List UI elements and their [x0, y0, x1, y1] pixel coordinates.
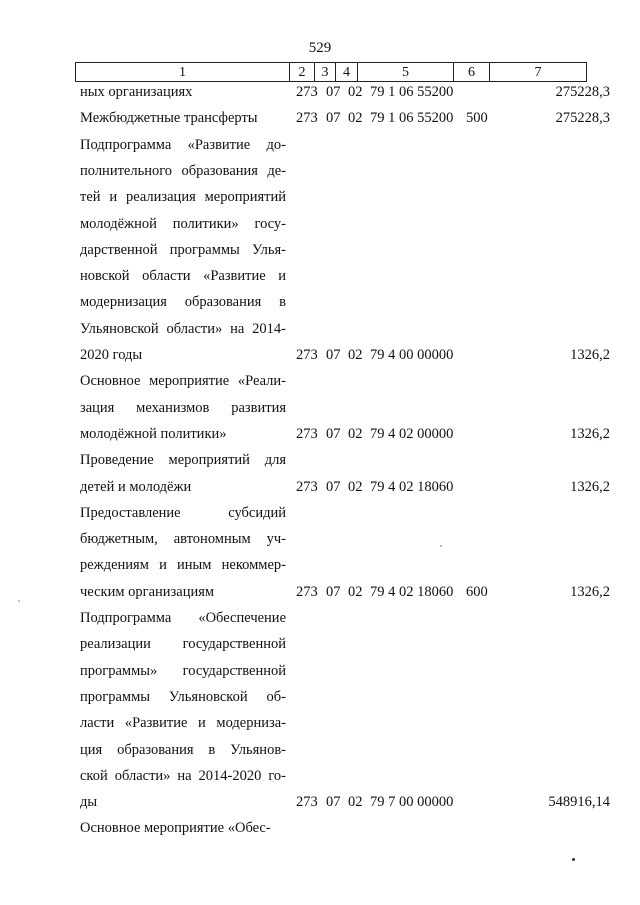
row-name: программы Ульяновской об-: [80, 688, 286, 705]
table-row: [0, 792, 640, 812]
cell-c5: 79 4 02 18060: [370, 478, 454, 495]
header-col-3: 3: [315, 63, 336, 81]
table-row: [0, 713, 640, 733]
cell-c4: 02: [348, 347, 363, 363]
row-name: дарственной программы Улья-: [80, 241, 286, 258]
table-row: [0, 766, 640, 786]
cell-c6: 600: [466, 583, 488, 600]
row-name: реализации государственной: [80, 636, 286, 653]
header-col-7: 7: [534, 65, 542, 80]
table-row: [0, 503, 640, 523]
table-row: [0, 424, 640, 444]
cell-c6: 500: [466, 110, 488, 127]
row-name: Основное мероприятие «Реали-: [80, 373, 286, 390]
table-row: [0, 214, 640, 234]
table-row: [0, 240, 640, 260]
cell-c5: 79 1 06 55200: [370, 84, 454, 100]
scan-speck: [440, 545, 442, 547]
row-name: Подпрограмма «Обеспечение: [80, 610, 286, 626]
table-row: [0, 161, 640, 181]
row-name: ласти «Развитие и модерниза-: [80, 715, 286, 732]
scan-speck: [572, 858, 575, 861]
page-number: 529: [308, 40, 332, 56]
row-name: Основное мероприятие «Обес-: [80, 820, 271, 837]
row-name: ды: [80, 794, 98, 811]
table-row: [0, 187, 640, 207]
cell-c3: 07: [326, 84, 341, 100]
table-row: [0, 266, 640, 286]
table-row: [0, 477, 640, 497]
row-name: тей и реализация мероприятий: [80, 189, 286, 206]
row-name: Межбюджетные трансферты: [80, 110, 258, 127]
cell-c3: 07: [326, 425, 341, 442]
table-row: [0, 608, 640, 628]
cell-c7: 1326,2: [570, 583, 610, 600]
cell-c3: 07: [326, 583, 341, 600]
row-name: новской области «Развитие и: [80, 268, 286, 285]
cell-c4: 02: [348, 583, 363, 600]
header-col-6: 6: [454, 63, 490, 81]
cell-c4: 02: [348, 794, 363, 811]
row-name: программы» государственной: [80, 662, 286, 679]
cell-c2: 273: [296, 84, 318, 100]
cell-c2: 273: [296, 347, 318, 363]
table-row: [0, 82, 640, 102]
table-row: [0, 555, 640, 575]
row-name: Предоставление субсидий: [80, 504, 286, 521]
row-name: ской области» на 2014-2020 го-: [80, 767, 286, 784]
table-row: [0, 740, 640, 760]
cell-c7: 275228,3: [555, 84, 610, 100]
header-col-4: 4: [336, 63, 358, 81]
row-name: Ульяновской области» на 2014-: [80, 320, 286, 337]
row-name: бюджетным, автономным уч-: [80, 531, 286, 548]
table-row: [0, 135, 640, 155]
table-row: [0, 582, 640, 602]
cell-c5: 79 4 00 00000: [370, 347, 454, 363]
table-row: [0, 371, 640, 391]
cell-c4: 02: [348, 110, 363, 127]
cell-c7: 275228,3: [555, 110, 610, 127]
table-row: [0, 634, 640, 654]
row-name: реждениям и иным некоммер-: [80, 557, 286, 574]
cell-c7: 1326,2: [570, 425, 610, 442]
row-name: Проведение мероприятий для: [80, 452, 286, 469]
cell-c2: 273: [296, 794, 318, 811]
table-row: [0, 450, 640, 470]
cell-c3: 07: [326, 794, 341, 811]
cell-c4: 02: [348, 478, 363, 495]
row-name: зация механизмов развития: [80, 399, 286, 416]
table-header: [75, 62, 587, 82]
table-row: [0, 292, 640, 312]
cell-c5: 79 4 02 00000: [370, 425, 454, 442]
scan-speck: [18, 600, 20, 602]
table-row: [0, 687, 640, 707]
cell-c7: 548916,14: [548, 794, 610, 811]
cell-c7: 1326,2: [570, 347, 610, 363]
row-name: ция образования в Ульянов-: [80, 741, 286, 758]
cell-c4: 02: [348, 425, 363, 442]
row-name: детей и молодёжи: [80, 478, 192, 495]
table-row: [0, 529, 640, 549]
cell-c3: 07: [326, 478, 341, 495]
cell-c7: 1326,2: [570, 478, 610, 495]
table-row: [0, 108, 640, 128]
header-col-5: 5: [358, 63, 454, 81]
row-name: молодёжной политики»: [80, 425, 227, 442]
header-col-1: 1: [76, 63, 290, 81]
cell-c2: 273: [296, 425, 318, 442]
cell-c5: 79 4 02 18060: [370, 583, 454, 600]
table-row: [0, 661, 640, 681]
cell-c5: 79 7 00 00000: [370, 794, 454, 811]
table-row: [0, 818, 640, 838]
cell-c2: 273: [296, 110, 318, 127]
row-name: модернизация образования в: [80, 294, 286, 311]
cell-c5: 79 1 06 55200: [370, 110, 454, 127]
cell-c3: 07: [326, 347, 341, 363]
cell-c3: 07: [326, 110, 341, 127]
table-row: [0, 398, 640, 418]
row-name: полнительного образования де-: [80, 162, 286, 179]
cell-c2: 273: [296, 583, 318, 600]
row-name: молодёжной политики» госу-: [80, 215, 286, 232]
header-col-2: 2: [290, 63, 315, 81]
row-name: Подпрограмма «Развитие до-: [80, 136, 286, 153]
cell-c2: 273: [296, 478, 318, 495]
table-row: [0, 345, 640, 365]
cell-c4: 02: [348, 84, 363, 100]
row-name: 2020 годы: [80, 347, 143, 363]
row-name: ческим организациям: [80, 583, 215, 600]
table-row: [0, 319, 640, 339]
row-name: ных организациях: [80, 84, 193, 100]
